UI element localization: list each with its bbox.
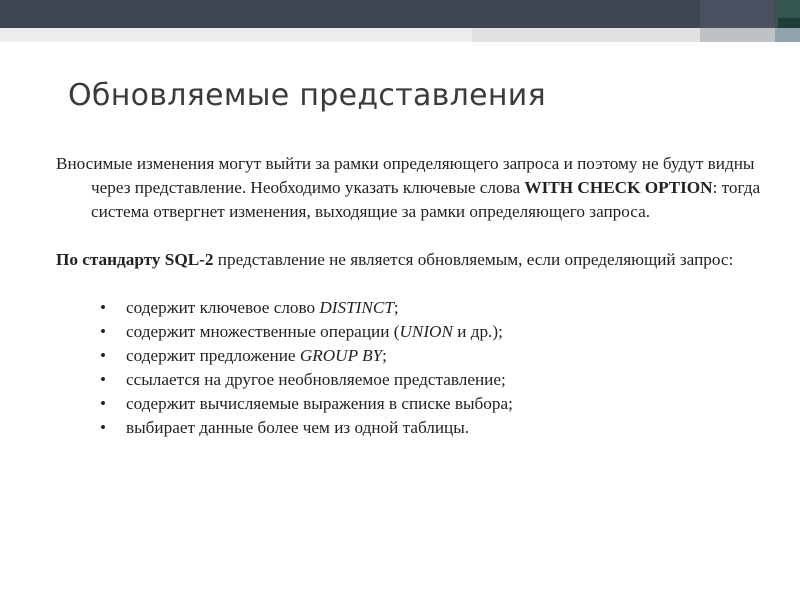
sql-keyword: GROUP BY [299, 346, 383, 365]
paragraph-sql2 [56, 248, 768, 272]
paragraph-changes [56, 152, 768, 224]
keyword-with-check-option: WITH CHECK OPTION [524, 178, 713, 197]
list-item: • содержит вычисляемые выражения в списке выбора; [100, 392, 768, 416]
list-item: • ссылается на другое необновляемое представление; [100, 368, 768, 392]
header-band-segment [700, 0, 775, 28]
sql2-standard-label: По стандарту SQL-2 [56, 250, 214, 269]
list-item: • содержит множественные операции (UNION и др.); [100, 320, 768, 344]
sql-keyword: UNION [399, 322, 453, 341]
bullet-icon: • [100, 394, 107, 413]
header-band-segment [775, 28, 800, 42]
bullet-icon: • [100, 346, 107, 365]
list-item: • содержит предложение GROUP BY; [100, 344, 768, 368]
header-band-accent [778, 18, 800, 28]
slide-title: Обновляемые представления [68, 78, 546, 113]
conditions-list [56, 296, 768, 440]
header-band-segment [700, 28, 775, 42]
bullet-icon: • [100, 370, 107, 389]
slide-body [56, 152, 768, 440]
paragraph-text: представление не является обновляемым, если определяющий запрос: [213, 250, 734, 269]
list-item: • выбирает данные более чем из одной таблицы. [100, 416, 768, 440]
list-item: • содержит ключевое слово DISTINCT; [100, 296, 768, 320]
paragraph-text: Вносимые изменения могут выйти за рамки определяющего запроса и поэтому не будут видны через представление. Необходимо указать ключевые слова [56, 154, 755, 197]
paragraph-text: : тогда система отвергнет изменения, выходящие за рамки определяющего запроса. [91, 178, 761, 221]
bullet-icon: • [100, 298, 107, 317]
bullet-icon: • [100, 418, 107, 437]
header-band-dark [0, 0, 800, 28]
sql-keyword: DISTINCT [319, 298, 394, 317]
bullet-icon: • [100, 322, 107, 341]
